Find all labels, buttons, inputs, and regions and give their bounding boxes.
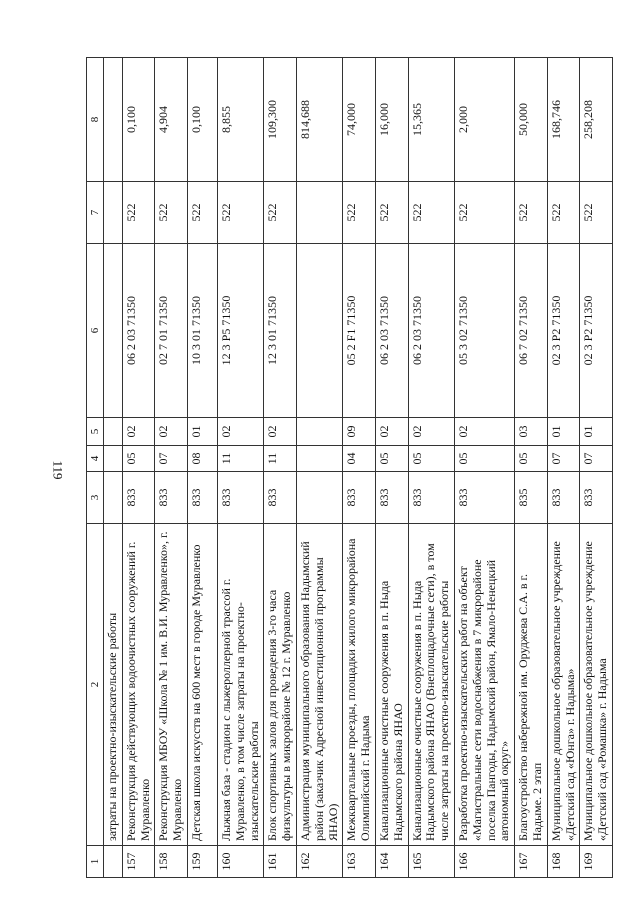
target-article-cell	[296, 244, 342, 418]
target-article-cell: 06 2 03 71350	[375, 244, 408, 418]
subsection-code-cell	[296, 418, 342, 446]
amount-cell: 0,100	[122, 58, 155, 182]
section-code-cell: 11	[217, 446, 263, 472]
amount-cell: 0,100	[187, 58, 217, 182]
subsection-code-cell: 02	[264, 418, 297, 446]
agency-code-cell: 833	[408, 472, 454, 524]
table-row	[547, 58, 580, 878]
row-number-cell: 157	[122, 846, 155, 878]
table-row	[217, 58, 263, 878]
row-name-cell: Лыжная база - стадион с лыжероллерной трассой г. Муравленко, в том числе затраты на проектно-изыскательские работы	[217, 524, 263, 846]
subsection-code-cell: 01	[547, 418, 580, 446]
agency-code-cell: 833	[343, 472, 376, 524]
table-row	[515, 58, 548, 878]
table-row	[187, 58, 217, 878]
amount-cell: 50,000	[515, 58, 548, 182]
amount-cell: 8,855	[217, 58, 263, 182]
expense-type-cell: 522	[515, 182, 548, 244]
table-row	[155, 58, 188, 878]
budget-table	[86, 57, 613, 878]
subsection-code-cell: 02	[454, 418, 514, 446]
row-number-cell	[104, 846, 123, 878]
continuation-row	[104, 58, 123, 878]
header-row	[87, 58, 104, 878]
row-name-cell: Реконструкция МБОУ «Школа № 1 им. В.И. Муравленко», г. Муравленко	[155, 524, 188, 846]
row-name-cell: Реконструкция действующих водоочистных сооружений г. Муравленко	[122, 524, 155, 846]
row-name-cell: Канализационные очистные сооружения в п. Ныда Надымского района ЯНАО	[375, 524, 408, 846]
row-number-cell: 158	[155, 846, 188, 878]
row-number-cell: 164	[375, 846, 408, 878]
row-name-cell: Детская школа искусств на 600 мест в городе Муравленко	[187, 524, 217, 846]
row-number-cell: 169	[580, 846, 613, 878]
target-article-cell: 02 7 01 71350	[155, 244, 188, 418]
expense-type-cell: 522	[264, 182, 297, 244]
rotated-table-wrapper	[86, 58, 610, 878]
agency-code-cell: 833	[547, 472, 580, 524]
amount-cell: 258,208	[580, 58, 613, 182]
section-code-cell: 08	[187, 446, 217, 472]
row-name-cell: Канализационные очистные сооружения в п. Ныда Надымского района ЯНАО (Внеплощадочные сети), в том числе затраты на проектно-изыскательские работы	[408, 524, 454, 846]
empty-cell	[104, 182, 123, 244]
agency-code-cell: 833	[155, 472, 188, 524]
row-number-cell: 159	[187, 846, 217, 878]
header-cell: 5	[87, 418, 104, 446]
target-article-cell: 02 3 P2 71350	[547, 244, 580, 418]
subsection-code-cell: 02	[408, 418, 454, 446]
table-row	[296, 58, 342, 878]
row-name-cell: Межквартальные проезды, площадки жилого микрорайона Олимпийский г. Надыма	[343, 524, 376, 846]
row-number-cell: 166	[454, 846, 514, 878]
expense-type-cell: 522	[343, 182, 376, 244]
agency-code-cell: 833	[375, 472, 408, 524]
empty-cell	[104, 58, 123, 182]
target-article-cell: 06 2 03 71350	[408, 244, 454, 418]
row-name-cell: Администрация муниципального образования Надымский район (заказчик Адресной инвестиционной программы ЯНАО)	[296, 524, 342, 846]
section-code-cell: 05	[122, 446, 155, 472]
row-number-cell: 168	[547, 846, 580, 878]
subsection-code-cell: 01	[580, 418, 613, 446]
agency-code-cell: 833	[580, 472, 613, 524]
table-body	[87, 58, 613, 878]
table-row	[580, 58, 613, 878]
amount-cell: 168,746	[547, 58, 580, 182]
empty-cell	[104, 446, 123, 472]
target-article-cell: 12 3 01 71350	[264, 244, 297, 418]
table-row	[375, 58, 408, 878]
amount-cell: 109,300	[264, 58, 297, 182]
agency-code-cell: 833	[217, 472, 263, 524]
table-row	[264, 58, 297, 878]
row-number-cell: 165	[408, 846, 454, 878]
row-number-cell: 160	[217, 846, 263, 878]
agency-code-cell: 833	[187, 472, 217, 524]
section-code-cell: 05	[515, 446, 548, 472]
subsection-code-cell: 02	[155, 418, 188, 446]
header-cell: 8	[87, 58, 104, 182]
subsection-code-cell: 09	[343, 418, 376, 446]
row-name-cell: Разработка проектно-изыскательских работ на объект «Магистральные сети водоснабжения в 7 микрорайоне поселка Пангоды, Надымский район, Ямало-Ненецкий автономный округ»	[454, 524, 514, 846]
row-name-cell: Муниципальное дошкольное образовательное учреждение «Детский сад «Ромашка» г. Надыма	[580, 524, 613, 846]
target-article-cell: 06 7 02 71350	[515, 244, 548, 418]
section-code-cell	[296, 446, 342, 472]
table-row	[343, 58, 376, 878]
agency-code-cell: 835	[515, 472, 548, 524]
continuation-text: затраты на проектно-изыскательские работы	[104, 524, 123, 846]
expense-type-cell: 522	[375, 182, 408, 244]
target-article-cell: 02 3 P2 71350	[580, 244, 613, 418]
section-code-cell: 11	[264, 446, 297, 472]
table-row	[454, 58, 514, 878]
header-cell: 1	[87, 846, 104, 878]
amount-cell: 2,000	[454, 58, 514, 182]
section-code-cell: 07	[580, 446, 613, 472]
expense-type-cell: 522	[122, 182, 155, 244]
section-code-cell: 07	[547, 446, 580, 472]
agency-code-cell: 833	[122, 472, 155, 524]
empty-cell	[104, 244, 123, 418]
section-code-cell: 05	[454, 446, 514, 472]
section-code-cell: 07	[155, 446, 188, 472]
empty-cell	[104, 472, 123, 524]
row-name-cell: Благоустройство набережной им. Оруджева С.А. в г. Надыме. 2 этап	[515, 524, 548, 846]
page-number: 119	[50, 460, 66, 480]
target-article-cell: 12 3 P5 71350	[217, 244, 263, 418]
amount-cell: 4,904	[155, 58, 188, 182]
row-name-cell: Блок спортивных залов для проведения 3-го часа физкультуры в микрорайоне № 12 г. Муравленко	[264, 524, 297, 846]
section-code-cell: 05	[408, 446, 454, 472]
section-code-cell: 04	[343, 446, 376, 472]
row-number-cell: 161	[264, 846, 297, 878]
subsection-code-cell: 03	[515, 418, 548, 446]
expense-type-cell: 522	[580, 182, 613, 244]
expense-type-cell: 522	[187, 182, 217, 244]
header-cell: 3	[87, 472, 104, 524]
subsection-code-cell: 01	[187, 418, 217, 446]
agency-code-cell: 833	[264, 472, 297, 524]
header-cell: 4	[87, 446, 104, 472]
subsection-code-cell: 02	[217, 418, 263, 446]
expense-type-cell: 522	[217, 182, 263, 244]
header-cell: 7	[87, 182, 104, 244]
amount-cell: 16,000	[375, 58, 408, 182]
row-number-cell: 167	[515, 846, 548, 878]
section-code-cell: 05	[375, 446, 408, 472]
table-row	[408, 58, 454, 878]
amount-cell: 74,000	[343, 58, 376, 182]
subsection-code-cell: 02	[375, 418, 408, 446]
agency-code-cell	[296, 472, 342, 524]
row-number-cell: 162	[296, 846, 342, 878]
expense-type-cell: 522	[454, 182, 514, 244]
target-article-cell: 05 3 02 71350	[454, 244, 514, 418]
agency-code-cell: 833	[454, 472, 514, 524]
table-sheet	[86, 58, 610, 878]
target-article-cell: 05 2 F1 71350	[343, 244, 376, 418]
target-article-cell: 10 3 01 71350	[187, 244, 217, 418]
expense-type-cell: 522	[155, 182, 188, 244]
header-cell: 2	[87, 524, 104, 846]
empty-cell	[104, 418, 123, 446]
amount-cell: 814,688	[296, 58, 342, 182]
header-cell: 6	[87, 244, 104, 418]
row-number-cell: 163	[343, 846, 376, 878]
expense-type-cell: 522	[408, 182, 454, 244]
expense-type-cell: 522	[547, 182, 580, 244]
target-article-cell: 06 2 03 71350	[122, 244, 155, 418]
expense-type-cell	[296, 182, 342, 244]
row-name-cell: Муниципальное дошкольное образовательное учреждение «Детский сад «Юнга» г. Надыма»	[547, 524, 580, 846]
table-row	[122, 58, 155, 878]
subsection-code-cell: 02	[122, 418, 155, 446]
amount-cell: 15,365	[408, 58, 454, 182]
